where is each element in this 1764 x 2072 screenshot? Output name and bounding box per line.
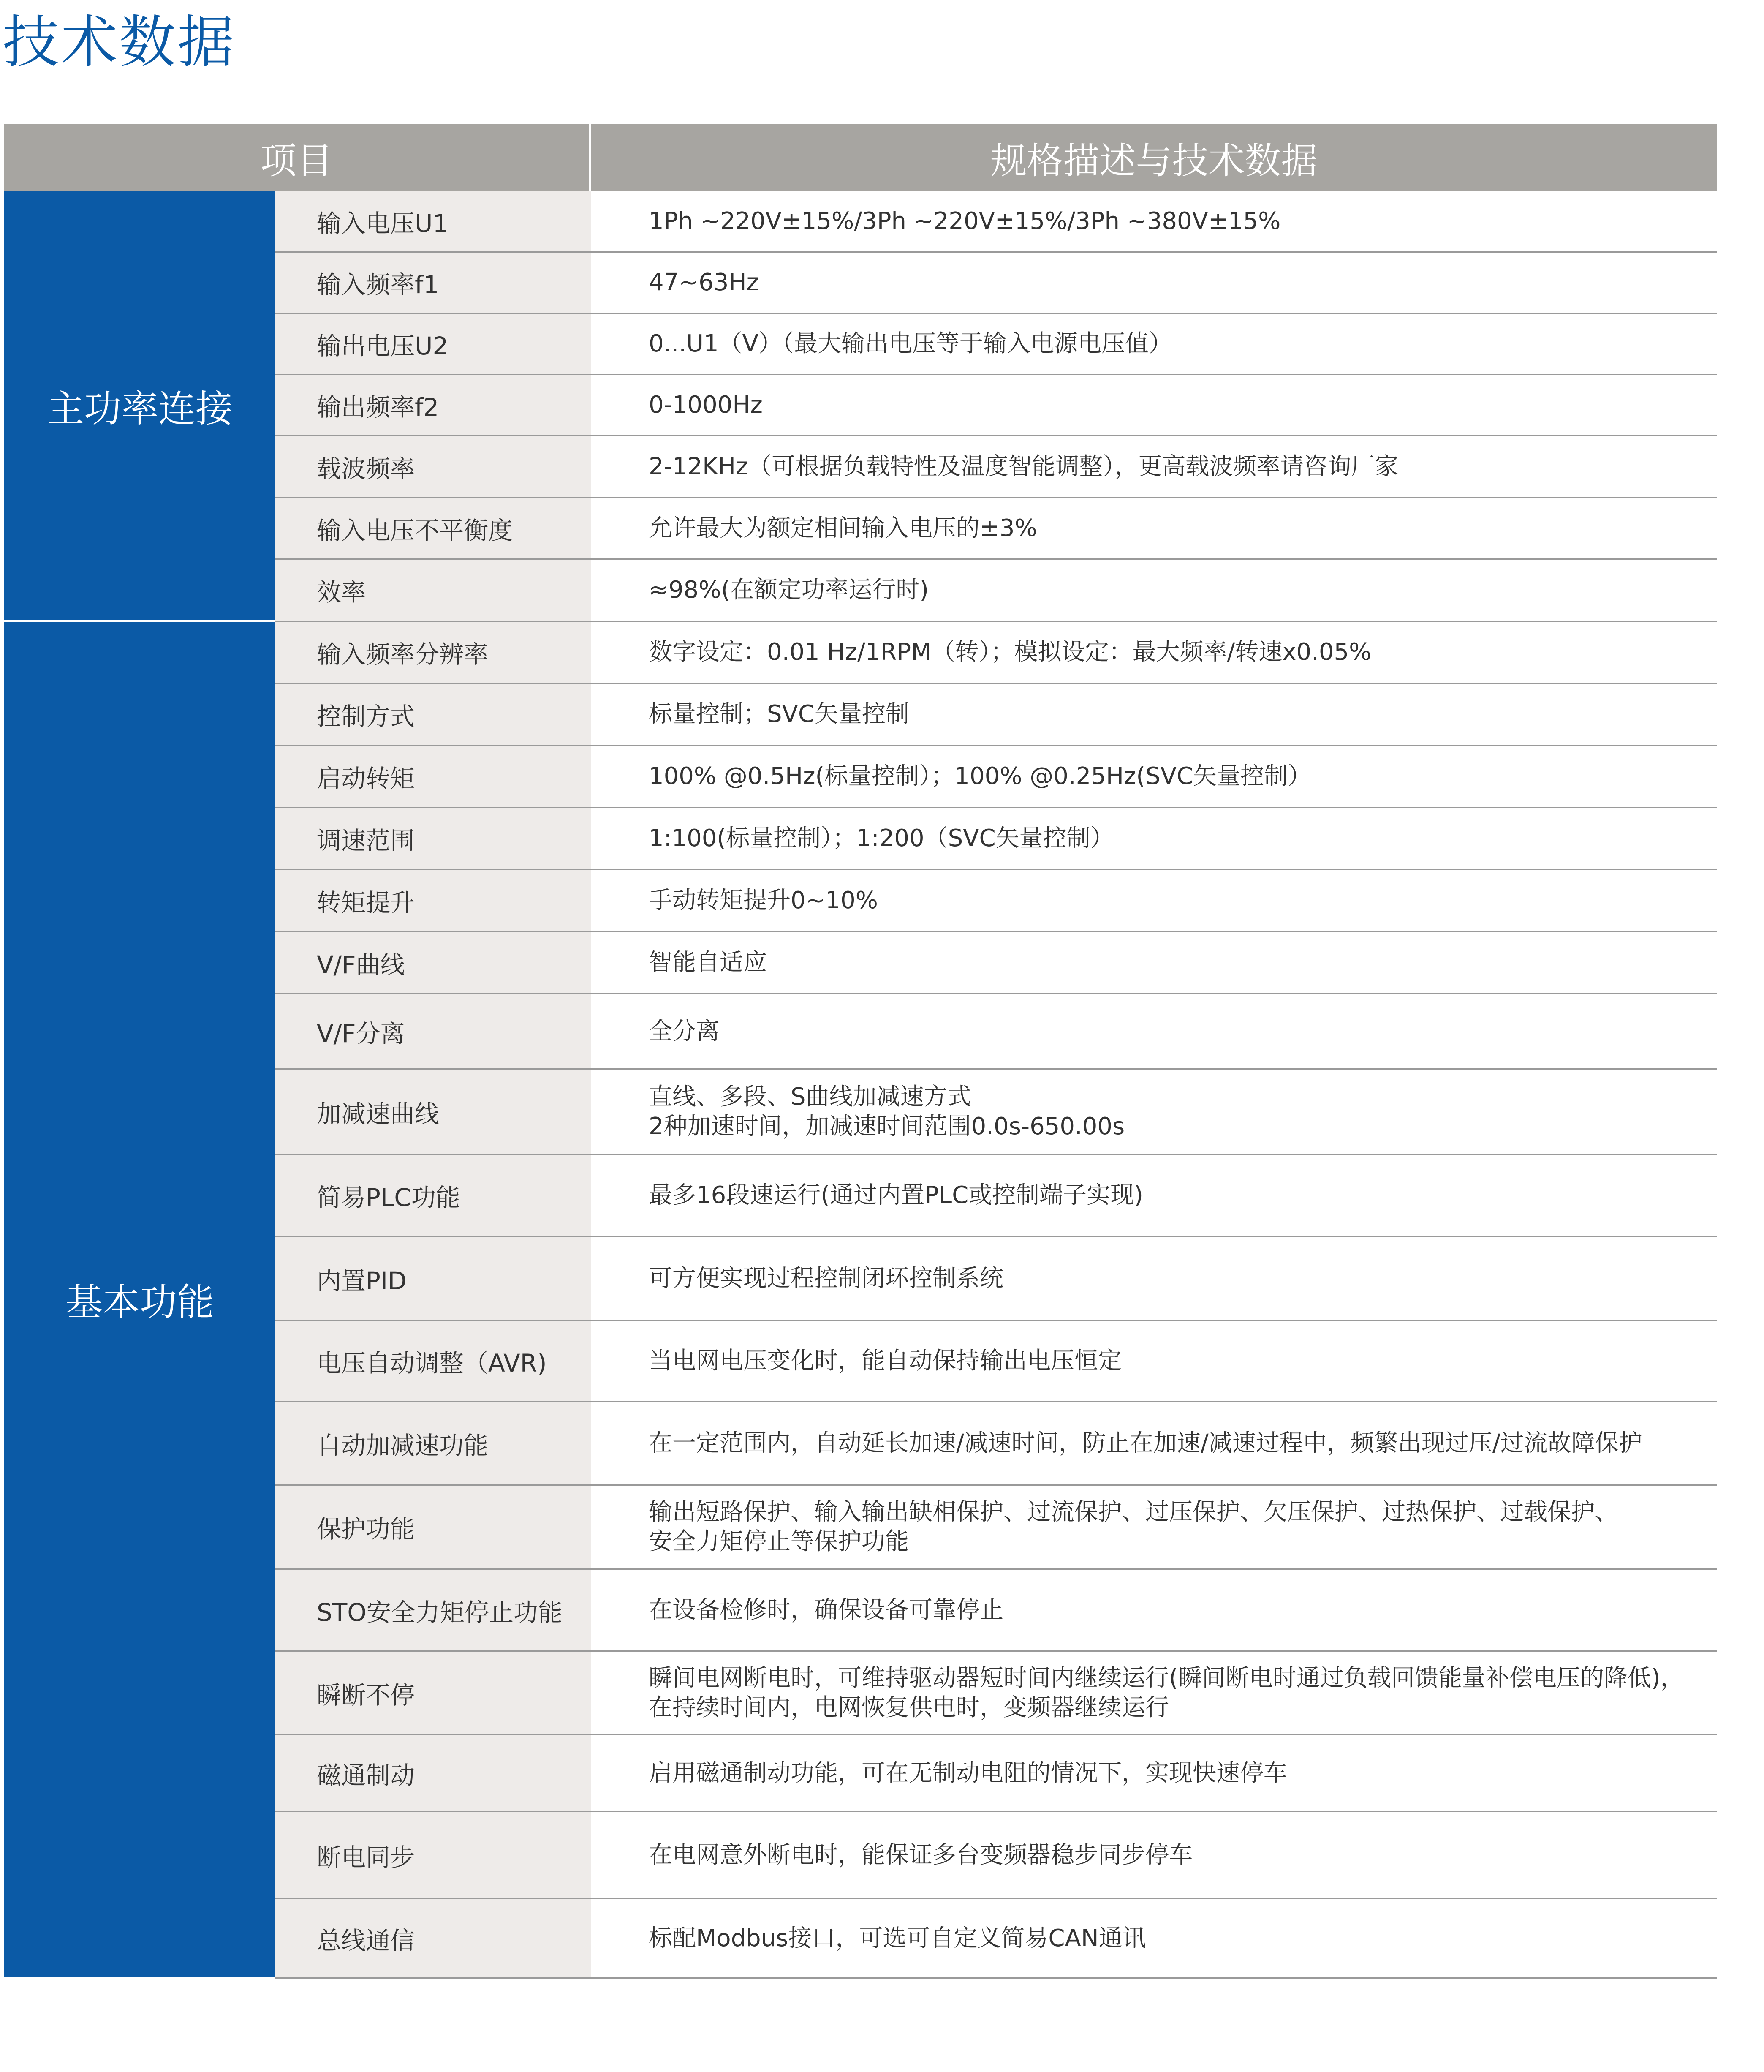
row-item: V/F曲线 — [275, 932, 591, 993]
description-line: 手动转矩提升0~10% — [649, 887, 878, 914]
row-description — [591, 622, 1717, 683]
row-description — [591, 746, 1717, 807]
row-item: 加减速曲线 — [275, 1070, 591, 1154]
description-line: 当电网电压变化时，能自动保持输出电压恒定 — [649, 1347, 1122, 1375]
row-description — [591, 1155, 1717, 1236]
description-line: 2种加速时间，加减速时间范围0.0s-650.00s — [649, 1112, 1125, 1140]
row-item: STO安全力矩停止功能 — [275, 1570, 591, 1650]
row-description — [591, 808, 1717, 869]
row-description — [591, 1899, 1717, 1977]
description-line: 在持续时间内，电网恢复供电时，变频器继续运行 — [649, 1694, 1169, 1721]
row-item: 输入频率分辨率 — [275, 622, 591, 683]
description-line: 标量控制；SVC矢量控制 — [649, 700, 909, 728]
row-description — [591, 1070, 1717, 1154]
group-label: 基本功能 — [4, 622, 275, 1979]
row-description — [591, 498, 1717, 558]
row-description — [591, 1486, 1717, 1568]
description-line: 安全力矩停止等保护功能 — [649, 1528, 909, 1555]
description-line: 0...U1（V）（最大输出电压等于输入电源电压值） — [649, 330, 1172, 357]
row-item: 输入频率f1 — [275, 253, 591, 313]
table-row — [275, 1486, 1717, 1570]
table-row — [275, 498, 1717, 560]
row-item: 断电同步 — [275, 1812, 591, 1898]
row-item: 控制方式 — [275, 684, 591, 745]
row-item: 瞬断不停 — [275, 1652, 591, 1734]
row-description — [591, 1402, 1717, 1484]
row-description — [591, 436, 1717, 497]
table-row — [275, 808, 1717, 870]
row-item: 总线通信 — [275, 1899, 591, 1977]
description-line: 瞬间电网断电时，可维持驱动器短时间内继续运行(瞬间断电时通过负载回馈能量补偿电压的降低)， — [649, 1664, 1684, 1692]
table-row — [275, 1402, 1717, 1486]
table-row — [275, 1237, 1717, 1321]
row-description — [591, 314, 1717, 374]
table-row — [275, 932, 1717, 994]
description-line: 最多16段速运行(通过内置PLC或控制端子实现) — [649, 1182, 1144, 1209]
group-label: 主功率连接 — [4, 191, 275, 622]
row-description — [591, 1321, 1717, 1401]
header-spec: 规格描述与技术数据 — [990, 140, 1318, 182]
row-description — [591, 994, 1717, 1068]
row-item: 磁通制动 — [275, 1735, 591, 1811]
row-item: 电压自动调整（AVR) — [275, 1321, 591, 1401]
description-line: 100% @0.5Hz(标量控制）；100% @0.25Hz(SVC矢量控制） — [649, 762, 1312, 790]
description-line: 输出短路保护、输入输出缺相保护、过流保护、过压保护、欠压保护、过热保护、过载保护、 — [649, 1498, 1618, 1526]
table-row — [275, 1652, 1717, 1735]
table-row — [275, 1070, 1717, 1155]
row-group — [4, 622, 1717, 1979]
table-row — [275, 1735, 1717, 1812]
row-description — [591, 375, 1717, 435]
table-body — [4, 191, 1717, 1979]
row-group — [4, 191, 1717, 622]
table-row — [275, 1570, 1717, 1652]
description-line: 1Ph ~220V±15%/3Ph ~220V±15%/3Ph ~380V±15% — [649, 207, 1281, 235]
description-line: 1:100(标量控制）；1:200（SVC矢量控制） — [649, 825, 1114, 852]
row-description — [591, 1237, 1717, 1320]
description-line: 启用磁通制动功能，可在无制动电阻的情况下，实现快速停车 — [649, 1759, 1287, 1787]
table-row — [275, 436, 1717, 498]
table-row — [275, 870, 1717, 932]
table-row — [275, 253, 1717, 314]
table-row — [275, 1899, 1717, 1979]
table-row — [275, 1812, 1717, 1899]
row-description — [591, 684, 1717, 745]
row-item: 输入电压U1 — [275, 191, 591, 251]
page-title: 技术数据 — [3, 9, 236, 75]
description-line: 在一定范围内，自动延长加速/减速时间，防止在加速/减速过程中，频繁出现过压/过流故障保护 — [649, 1429, 1642, 1457]
row-item: 输出频率f2 — [275, 375, 591, 435]
row-item: 输出电压U2 — [275, 314, 591, 374]
table-row — [275, 746, 1717, 808]
row-item: 内置PID — [275, 1237, 591, 1320]
description-line: 数字设定：0.01 Hz/1RPM（转）；模拟设定：最大频率/转速x0.05% — [649, 638, 1372, 666]
description-line: 全分离 — [649, 1017, 720, 1045]
row-description — [591, 253, 1717, 313]
table-header — [4, 124, 1717, 191]
row-description — [591, 1812, 1717, 1898]
row-item: 效率 — [275, 560, 591, 621]
row-description — [591, 870, 1717, 931]
row-item: 输入电压不平衡度 — [275, 498, 591, 558]
row-description — [591, 1570, 1717, 1650]
row-description — [591, 1652, 1717, 1734]
table-row — [275, 622, 1717, 684]
row-item: V/F分离 — [275, 994, 591, 1068]
row-description — [591, 1735, 1717, 1811]
description-line: 直线、多段、S曲线加减速方式 — [649, 1083, 971, 1111]
description-line: 2-12KHz（可根据负载特性及温度智能调整），更高载波频率请咨询厂家 — [649, 453, 1399, 480]
row-description — [591, 932, 1717, 993]
table-row — [275, 560, 1717, 622]
table-row — [275, 1155, 1717, 1237]
description-line: 0-1000Hz — [649, 391, 763, 419]
row-description — [591, 560, 1717, 621]
table-row — [275, 191, 1717, 253]
row-item: 保护功能 — [275, 1486, 591, 1568]
table-row — [275, 994, 1717, 1070]
table-row — [275, 375, 1717, 436]
description-line: 在设备检修时，确保设备可靠停止 — [649, 1596, 1003, 1624]
description-line: 47~63Hz — [649, 269, 759, 296]
row-description — [591, 191, 1717, 251]
row-item: 调速范围 — [275, 808, 591, 869]
header-item: 项目 — [4, 124, 591, 191]
description-line: 智能自适应 — [649, 949, 767, 976]
row-item: 自动加减速功能 — [275, 1402, 591, 1484]
row-item: 转矩提升 — [275, 870, 591, 931]
row-item: 启动转矩 — [275, 746, 591, 807]
table-row — [275, 684, 1717, 746]
spec-table — [4, 124, 1717, 1979]
table-row — [275, 314, 1717, 375]
description-line: 标配Modbus接口，可选可自定义简易CAN通讯 — [649, 1924, 1146, 1952]
table-row — [275, 1321, 1717, 1402]
description-line: 可方便实现过程控制闭环控制系统 — [649, 1264, 1003, 1292]
row-item: 载波频率 — [275, 436, 591, 497]
description-line: 在电网意外断电时，能保证多台变频器稳步同步停车 — [649, 1841, 1193, 1869]
description-line: ≈98%(在额定功率运行时) — [649, 576, 929, 604]
description-line: 允许最大为额定相间输入电压的±3% — [649, 515, 1037, 542]
row-item: 简易PLC功能 — [275, 1155, 591, 1236]
